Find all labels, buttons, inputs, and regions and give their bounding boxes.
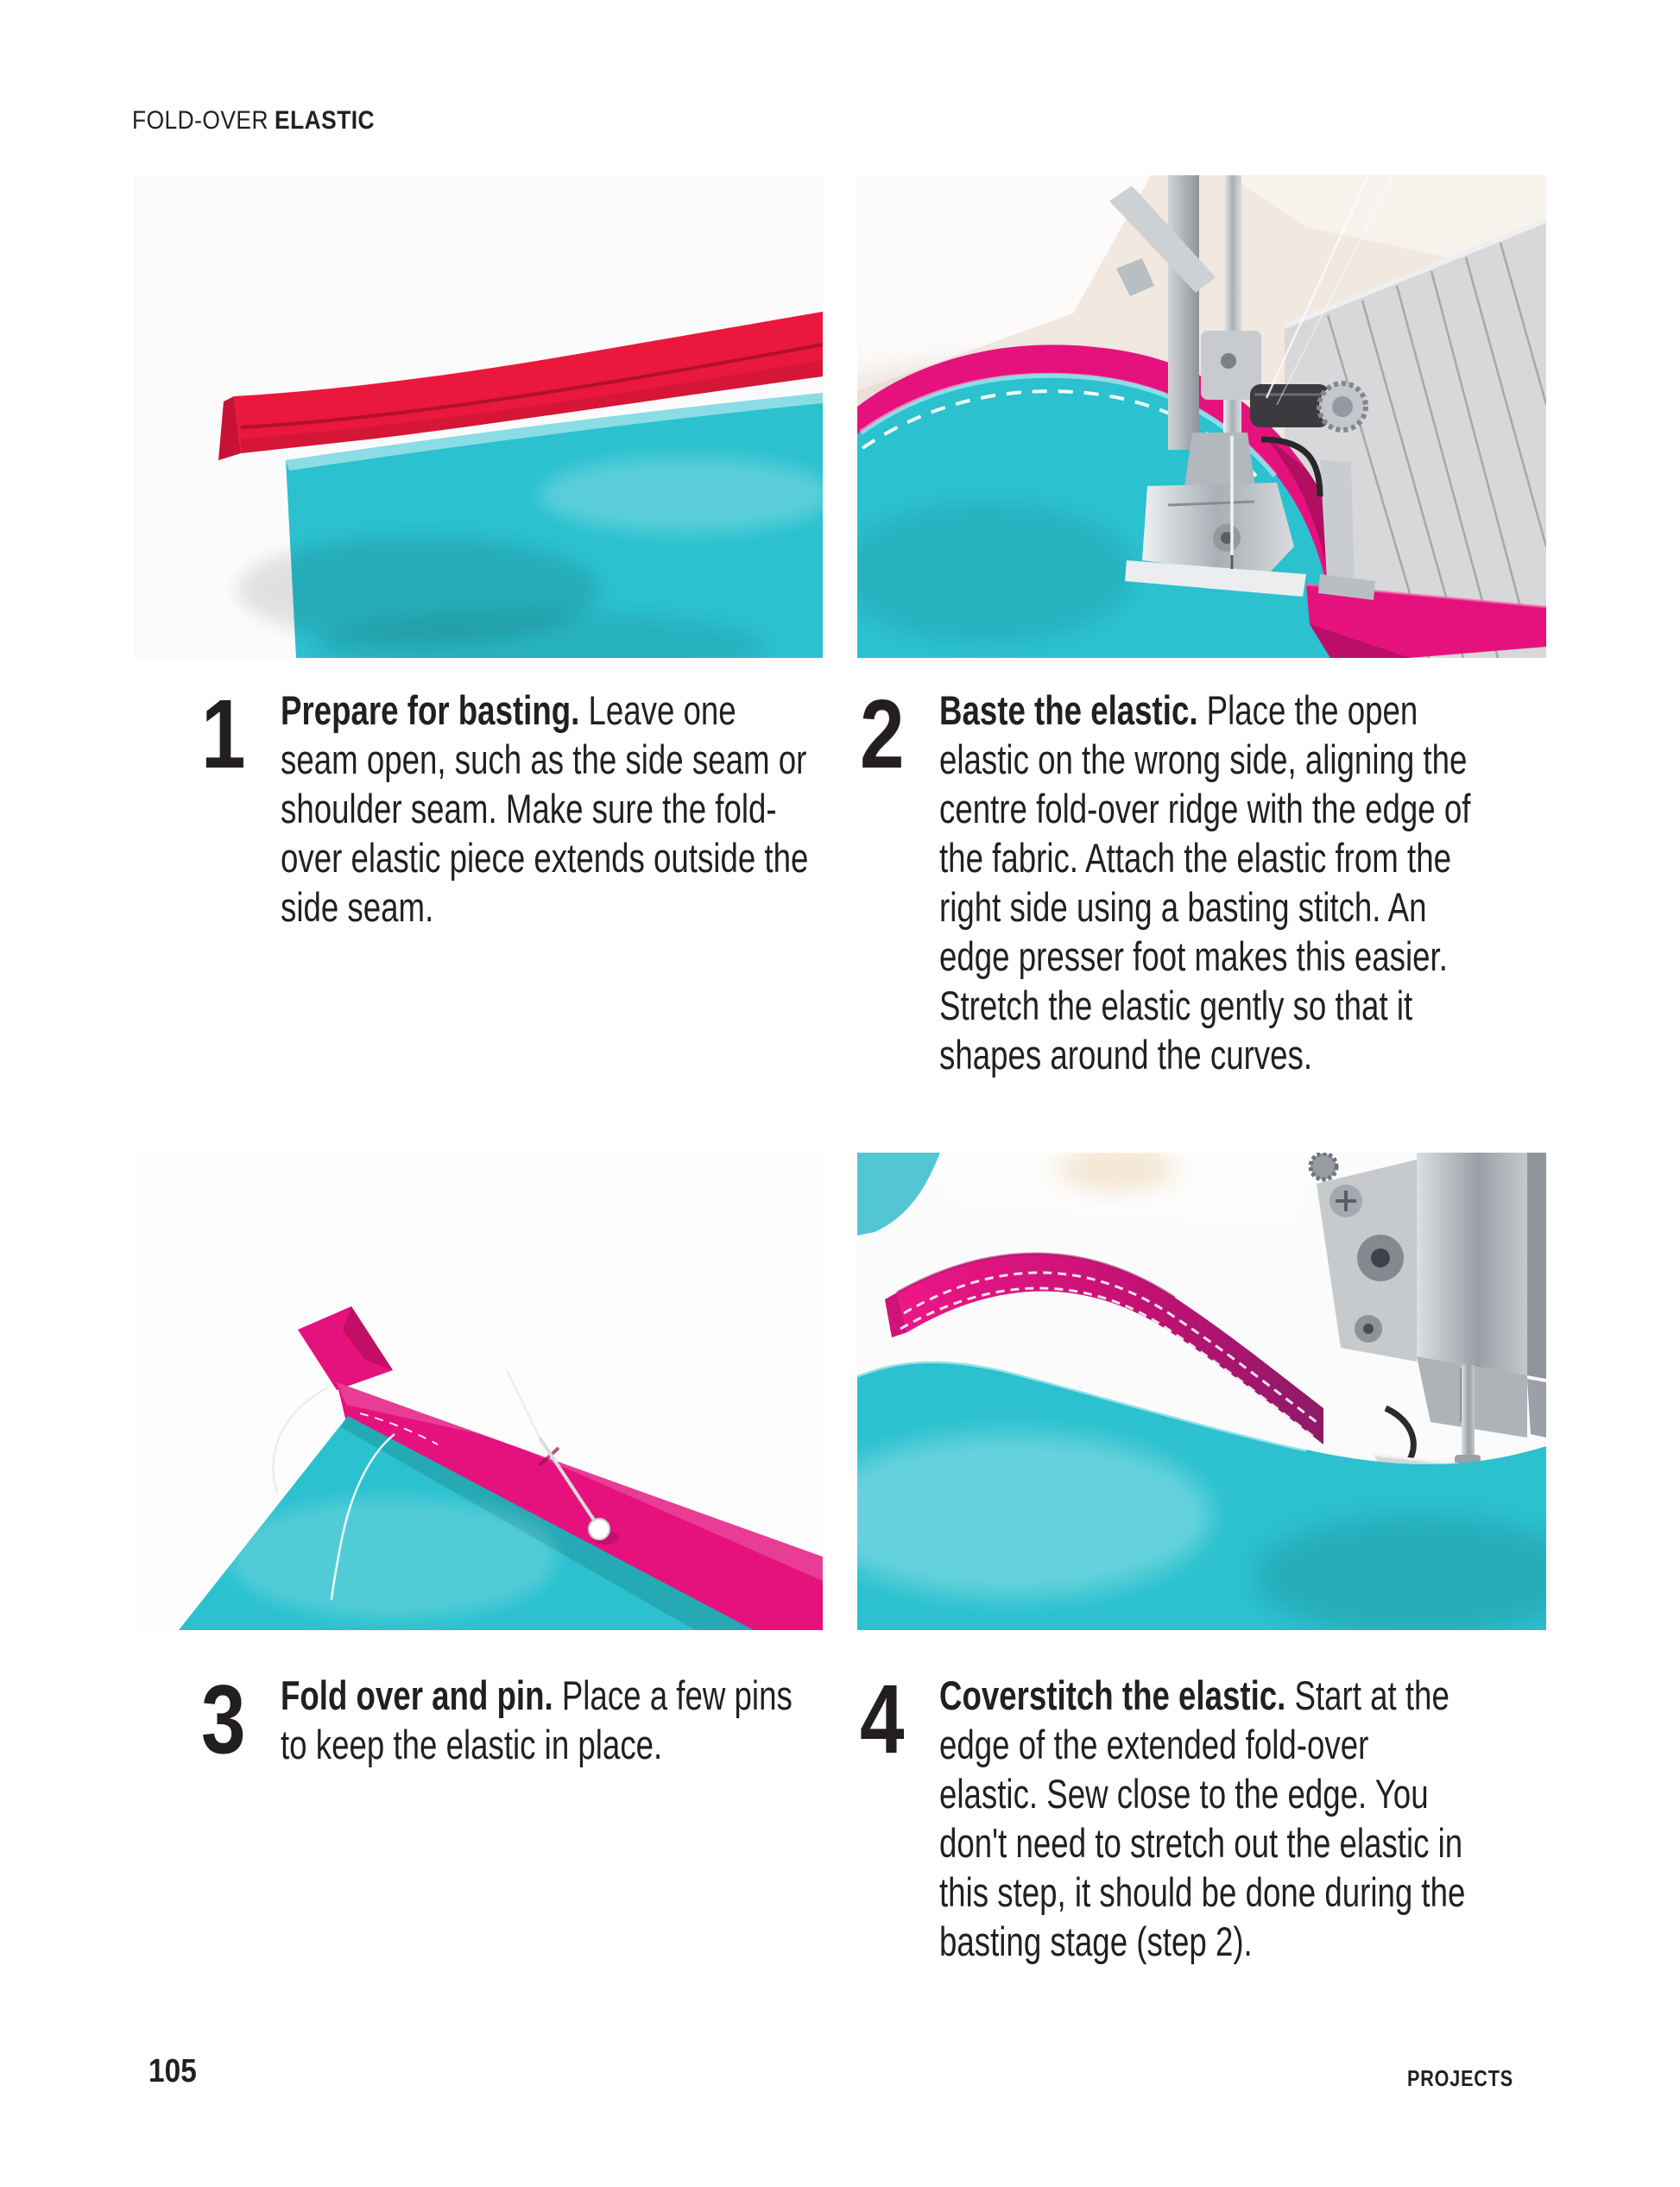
page-number: 105: [148, 2053, 197, 2089]
step-4-number: 4: [860, 1665, 905, 1773]
step-2-caption: [939, 686, 1471, 1079]
step-1-number: 1: [201, 679, 246, 788]
sewing-machine-basting-image: [857, 175, 1546, 658]
section-label: PROJECTS: [1407, 2065, 1513, 2091]
step-1-photo: [134, 175, 823, 658]
step-1-body: Leave one seam open, such as the side seam or shoulder seam. Make sure the fold-over elastic piece extends outside the side seam.: [281, 687, 809, 930]
presser-bar: [1168, 175, 1199, 450]
clamp-screw: [1221, 353, 1236, 369]
running-head: [132, 106, 375, 136]
needle-bar: [1462, 1365, 1475, 1467]
step-4-caption: [939, 1671, 1471, 1966]
step-1-caption: [281, 686, 812, 932]
step-1-title: Prepare for basting.: [281, 687, 580, 733]
step-3-photo: [134, 1153, 823, 1630]
step-3-caption: [281, 1671, 812, 1769]
step-4-title: Coverstitch the elastic.: [939, 1672, 1286, 1718]
coverstitch-machine-image: [857, 1153, 1546, 1630]
step-2-body: Place the open elastic on the wrong side, aligning the centre fold-over ridge with the edge of the fabric. Attach the elastic from the right side using a basting stitch. An edge presser foot makes this easier. Stretch the elastic gently so that it shapes around the curves.: [939, 687, 1471, 1078]
step-4-body: Start at the edge of the extended fold-over elastic. Sew close to the edge. You don't need to stretch out the elastic in this step, it should be done during the basting stage (step 2).: [939, 1672, 1466, 1964]
pin-head: [589, 1519, 609, 1539]
step-2-title: Baste the elastic.: [939, 687, 1198, 733]
step-3-number: 3: [201, 1665, 246, 1773]
step-3-body: Place a few pins to keep the elastic in place.: [281, 1672, 793, 1767]
folded-and-pinned-image: [134, 1153, 823, 1630]
running-head-topic: ELASTIC: [275, 106, 376, 135]
step-2-photo: [857, 175, 1546, 658]
step-3-title: Fold over and pin.: [281, 1672, 553, 1718]
step-4-photo: [857, 1153, 1546, 1630]
step-2-number: 2: [860, 679, 905, 788]
thumb-screw: [1311, 1154, 1336, 1179]
running-head-section: FOLD-OVER: [132, 106, 268, 135]
fabric-and-elastic-image: [134, 175, 823, 658]
